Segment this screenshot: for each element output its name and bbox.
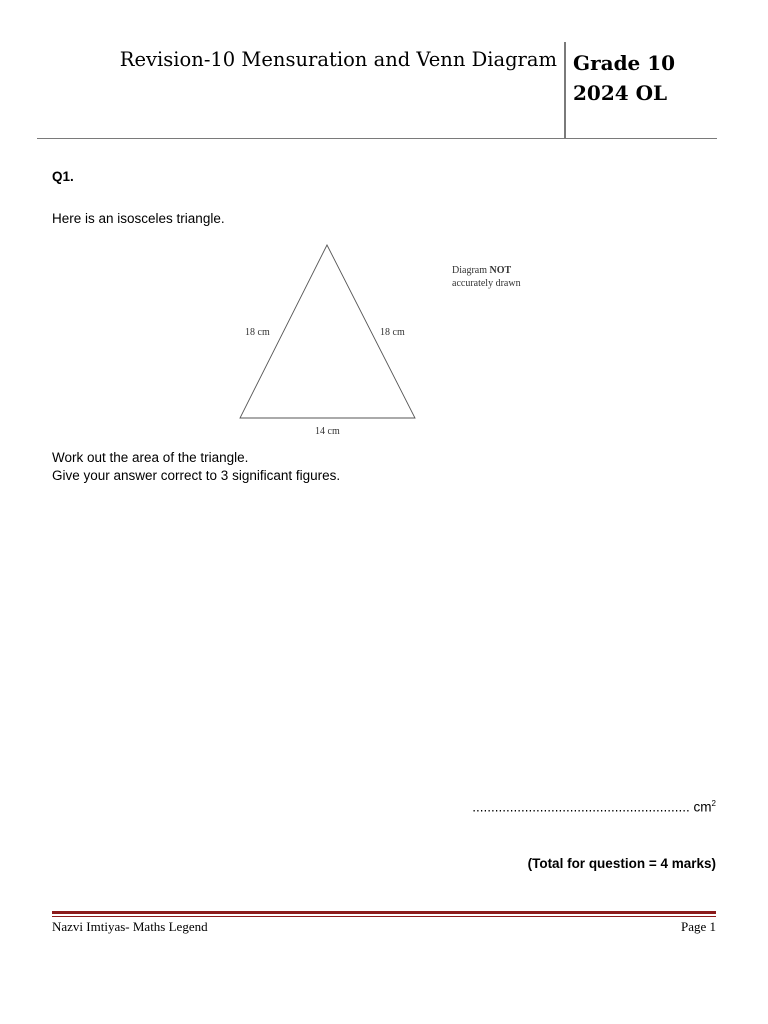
isosceles-triangle-diagram (230, 238, 550, 443)
grade-block (573, 48, 675, 108)
page-header (37, 42, 717, 139)
question-intro: Here is an isosceles triangle. (52, 211, 225, 226)
total-marks: (Total for question = 4 marks) (527, 856, 716, 871)
answer-line[interactable] (472, 799, 716, 815)
answer-unit-superscript: 2 (711, 799, 716, 808)
page-number: Page 1 (680, 919, 716, 934)
footer-author: Nazvi Imtiyas- Maths Legend (52, 919, 208, 934)
question-instructions (52, 449, 340, 485)
left-side-label: 18 cm (245, 327, 270, 338)
footer-rule (52, 911, 716, 914)
header-divider (564, 42, 566, 138)
base-label: 14 cm (315, 426, 340, 437)
instruction-line-2: Give your answer correct to 3 significant figures. (52, 468, 341, 483)
diagram-note (452, 265, 512, 276)
instruction-line-1: Work out the area of the triangle. (52, 450, 249, 465)
right-side-label: 18 cm (380, 327, 405, 338)
answer-unit: cm (693, 799, 712, 815)
year-label: 2024 OL (573, 81, 668, 105)
diagram-note-line2: accurately drawn (452, 278, 521, 289)
diagram-note-prefix: Diagram (452, 265, 490, 276)
grade-label: Grade 10 (573, 51, 676, 75)
footer-rule-thin (52, 916, 716, 917)
document-title: Revision-10 Mensuration and Venn Diagram (119, 48, 557, 71)
answer-dots: .......................................................... (472, 799, 690, 815)
diagram-note-emphasis: NOT (489, 265, 512, 276)
question-number: Q1. (52, 169, 74, 184)
